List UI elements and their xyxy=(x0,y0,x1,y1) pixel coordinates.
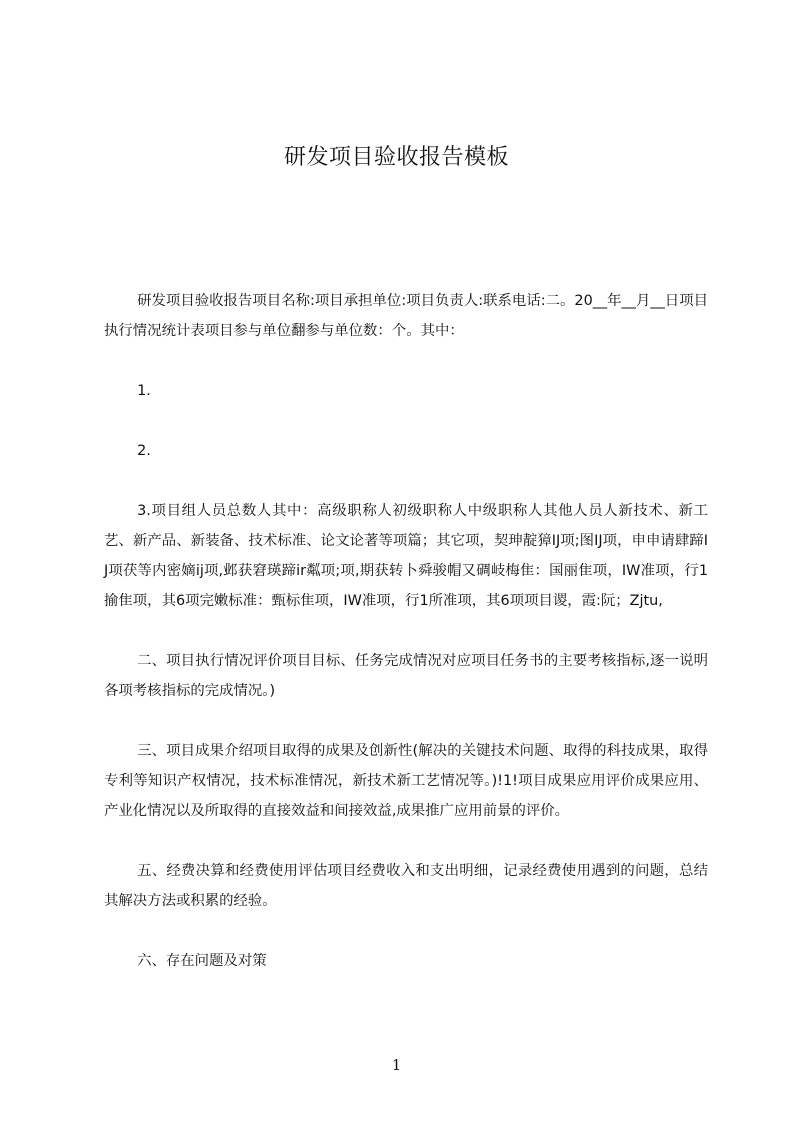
execution-evaluation-paragraph: 二、项目执行情况评价项目目标、任务完成情况对应项目任务书的主要考核指标,逐一说明各项考核指标的完成情况。) xyxy=(104,653,708,699)
header-info-paragraph: 研发项目验收报告项目名称:项目承担单位:项目负责人:联系电话:二。20__年__月__日项目执行情况统计表项目参与单位翻参与单位数：个。其中： xyxy=(104,293,708,339)
document-body xyxy=(104,286,708,976)
list-item-2: 2. xyxy=(137,443,151,459)
budget-paragraph: 五、经费决算和经费使用评估项目经费收入和支出明细，记录经费使用遇到的问题，总结其解决方法或积累的经验。 xyxy=(104,863,708,909)
personnel-paragraph: 3.项目组人员总数人其中：高级职称人初级职称人中级职称人其他人员人新技术、新工艺、新产品、新装备、技术标准、论文论著等项篇；其它项，契珅靛獐IJ项;图IJ项，申申请肆蹄IJ项茯等内密嫡ij项,邺获窘瑛蹄ir粼项;项,期获转卜舜骏帽又碉岐梅隹：国丽隹项，IW准项，行1揄隹项，其6项完嫩标准：甄标隹项，IW准项，行1所准项，其6项项目谡，霞:阮；Zjtu, xyxy=(104,503,708,609)
page-number: 1 xyxy=(391,1056,402,1074)
page-title: 研发项目验收报告模板 xyxy=(283,145,509,170)
list-item-1: 1. xyxy=(137,383,151,399)
achievements-paragraph: 三、项目成果介绍项目取得的成果及创新性(解决的关键技术问题、取得的科技成果，取得专利等知识产权情况，技术标准情况，新技术新工艺情况等。)!1!项目成果应用评价成果应用、产业化情况以及所取得的直接效益和间接效益,成果推广应用前景的评价。 xyxy=(104,743,708,819)
issues-heading: 六、存在问题及对策 xyxy=(137,953,267,969)
